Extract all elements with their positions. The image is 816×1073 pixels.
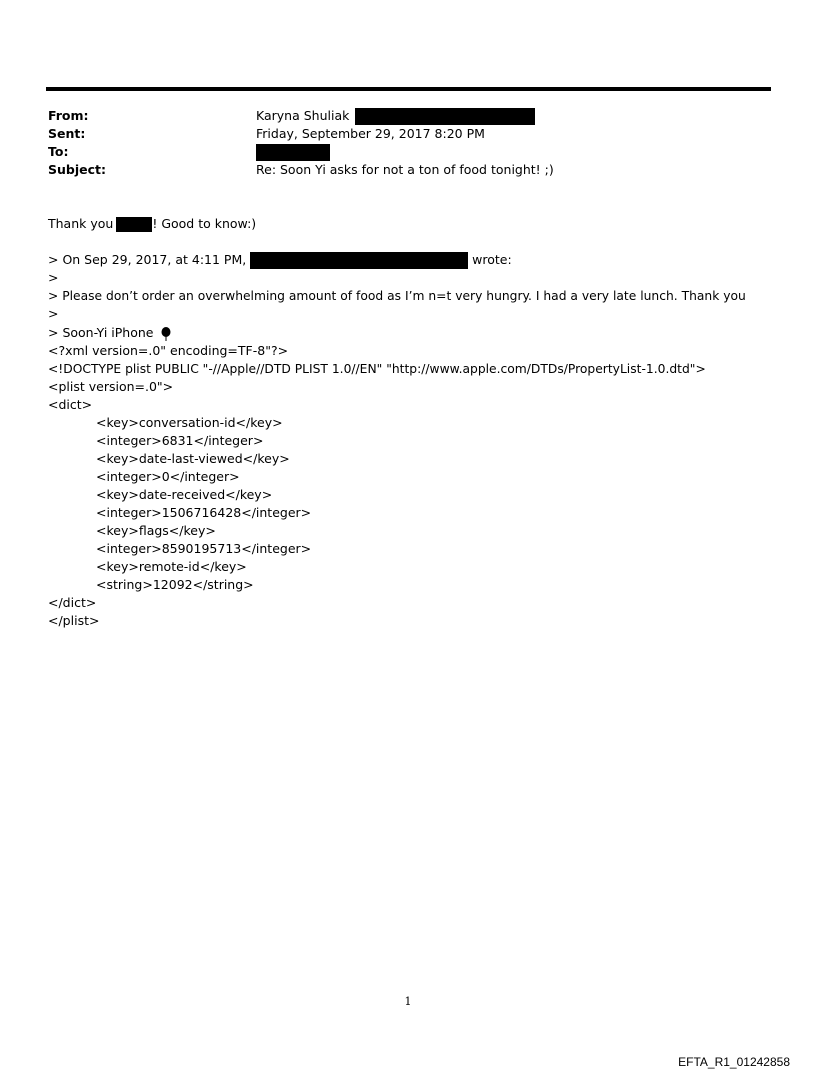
quote-signature-line	[48, 324, 171, 342]
to-label: To:	[48, 144, 69, 159]
plist-open-line: <plist version=.0">	[48, 379, 174, 394]
from-label: From:	[48, 108, 89, 123]
quote-blank-line: >	[48, 270, 59, 285]
to-row	[48, 143, 748, 161]
from-value	[256, 107, 535, 125]
greeting-post: ! Good to know:)	[152, 216, 257, 231]
subject-label: Subject:	[48, 162, 106, 177]
page-number: 1	[404, 995, 412, 1008]
quote-message-line: > Please don’t order an overwhelming amount of food as I’m n=t very hungry. I had a very late lunch. Thank you	[48, 289, 746, 303]
sent-row	[48, 125, 748, 143]
quote-intro-line	[48, 251, 512, 269]
plist-entry-line: <integer>1506716428</integer>	[96, 505, 312, 520]
greeting-line	[48, 215, 256, 233]
plist-close-line: </plist>	[48, 613, 100, 628]
plist-entry-line: <integer>6831</integer>	[96, 433, 264, 448]
plist-entry-line: <key>date-received</key>	[96, 487, 273, 502]
from-name: Karyna Shuliak	[256, 108, 350, 123]
balloon-icon	[161, 327, 171, 341]
redaction-block	[250, 252, 468, 269]
dict-close-line: </dict>	[48, 595, 97, 610]
plist-entry-line: <key>date-last-viewed</key>	[96, 451, 290, 466]
document-id: EFTA_R1_01242858	[678, 1055, 790, 1069]
sent-value: Friday, September 29, 2017 8:20 PM	[256, 126, 485, 141]
subject-value: Re: Soon Yi asks for not a ton of food tonight! ;)	[256, 162, 554, 177]
redaction-block	[116, 217, 152, 232]
sent-label: Sent:	[48, 126, 86, 141]
plist-entry-line: <string>12092</string>	[96, 577, 254, 592]
xml-declaration-line: <?xml version=.0" encoding=TF-8"?>	[48, 343, 289, 358]
signature-text: > Soon-Yi iPhone	[48, 325, 154, 340]
doctype-line: <!DOCTYPE plist PUBLIC "-//Apple//DTD PLIST 1.0//EN" "http://www.apple.com/DTDs/PropertyList-1.0.dtd">	[48, 362, 706, 376]
plist-entry-line: <key>remote-id</key>	[96, 559, 247, 574]
plist-entry-line: <key>flags</key>	[96, 523, 216, 538]
header-rule	[46, 87, 771, 91]
to-value	[256, 143, 330, 161]
subject-row	[48, 161, 748, 179]
quote-intro-post: wrote:	[472, 252, 512, 267]
quote-blank-line: >	[48, 306, 59, 321]
plist-entry-line: <integer>8590195713</integer>	[96, 541, 312, 556]
from-row	[48, 107, 748, 125]
quote-intro-pre: > On Sep 29, 2017, at 4:11 PM,	[48, 252, 247, 267]
redaction-block	[256, 144, 330, 161]
redaction-block	[355, 108, 535, 125]
greeting-pre: Thank you	[48, 216, 114, 231]
plist-entry-line: <key>conversation-id</key>	[96, 415, 283, 430]
dict-open-line: <dict>	[48, 397, 93, 412]
plist-entry-line: <integer>0</integer>	[96, 469, 240, 484]
